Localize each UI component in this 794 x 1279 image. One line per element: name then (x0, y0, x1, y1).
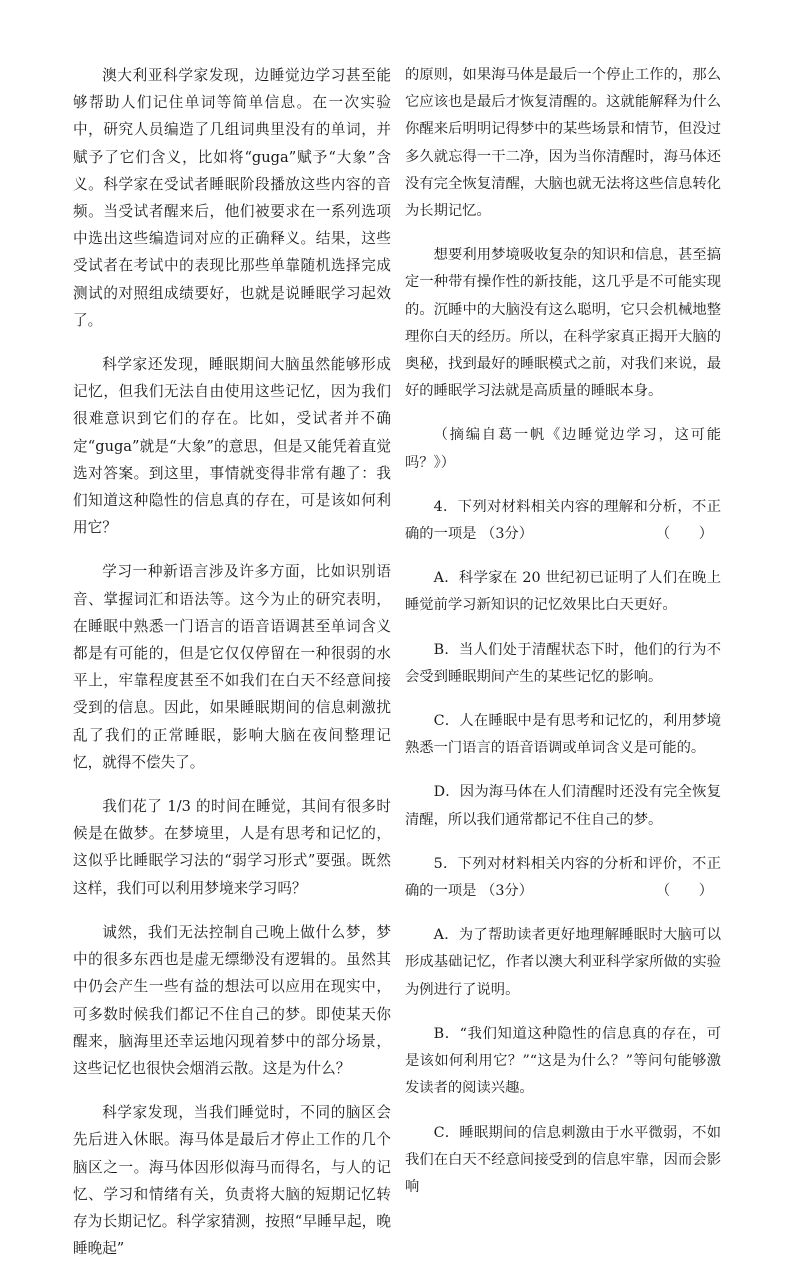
answer-blank: （ ） (655, 526, 713, 543)
right-column (405, 62, 721, 1218)
article-paragraph-7: 想要利用梦境吸收复杂的知识和信息，甚至搞定一种带有操作性的新技能，这几乎是不可能实现的。沉睡中的大脑没有这么聪明，它只会机械地整理你白天的经历。所以，在科学家真正揭开大脑的奥秘，找到最好的睡眠模式之前，对我们来说，最好的睡眠学习法就是高质量的睡眠本身。 (405, 247, 721, 400)
left-column (73, 62, 391, 1279)
option-c: C．睡眠期间的信息刺激由于水平微弱，不如我们在白天不经意间接受到的信息牢靠，因而会影响 (405, 1124, 721, 1195)
question-4-stem-text: 4．下列对材料相关内容的理解和分析，不正确的一项是 （3分） (405, 498, 721, 543)
article-paragraph-3: 学习一种新语言涉及许多方面，比如识别语音、掌握词汇和语法等。这今为止的研究表明，在睡眠中熟悉一门语言的语音语调甚至单词含义都是有可能的，但是它仅仅停留在一种很弱的水平上，牢靠程度甚至不如我们在白天不经意间接受到的信息。因此，如果睡眠期间的信息刺激扰乱了我们的正常睡眠，影响大脑在夜间整理记忆，就得不偿失了。 (73, 563, 391, 771)
option-b: B．“我们知道这种隐性的信息真的存在，可是该如何利用它？”“这是为什么？”等问句能够激发读者的阅读兴趣。 (405, 1025, 721, 1097)
option-b: B．当人们处于清醒状态下时，他们的行为不会受到睡眠期间产生的某些记忆的影响。 (405, 641, 721, 685)
article-paragraph-4: 我们花了 1/3 的时间在睡觉，其间有很多时候是在做梦。在梦境里，人是有思考和记忆的，这似乎比睡眠学习法的“弱学习形式”要强。既然这样，我们可以利用梦境来学习吗？ (73, 798, 391, 897)
option-a: A．为了帮助读者更好地理解睡眠时大脑可以形成基础记忆，作者以澳大利亚科学家所做的实验为例进行了说明。 (405, 927, 721, 998)
option-d: D．因为海马体在人们清醒时还没有完全恢复清醒，所以我们通常都记不住自己的梦。 (405, 784, 721, 828)
question-5-stem-text: 5．下列对材料相关内容的分析和评价，不正确的一项是 （3分） (405, 855, 721, 900)
source-citation: （摘编自葛一帆《边睡觉边学习，这可能吗？》） (405, 427, 721, 471)
question-5 (405, 851, 721, 1201)
question-4-stem (405, 494, 721, 548)
question-4 (405, 494, 721, 834)
option-c: C．人在睡眠中是有思考和记忆的，利用梦境熟悉一门语言的语音语调或单词含义是可能的。 (405, 713, 721, 757)
article-paragraph-5: 诚然，我们无法控制自己晚上做什么梦，梦中的很多东西也是虚无缥缈没有逻辑的。虽然其中仍会产生一些有益的想法可以应用在现实中，可多数时候我们都记不住自己的梦。即使某天你醒来，脑海里还幸运地闪现着梦中的部分场景，这些记忆也很快会烟消云散。这是为什么？ (73, 923, 391, 1077)
article-paragraph-2: 科学家还发现，睡眠期间大脑虽然能够形成记忆，但我们无法自由使用这些记忆，因为我们很难意识到它们的存在。比如，受试者并不确定“guga”就是“大象”的意思，但是又能凭着直觉选对答案。到这里，事情就变得非常有趣了：我们知道这种隐性的信息真的存在，可是该如何利用它？ (73, 356, 391, 537)
option-a: A．科学家在 20 世纪初已证明了人们在晚上睡觉前学习新知识的记忆效果比白天更好。 (405, 570, 721, 614)
article-paragraph-continuation: 的原则，如果海马体是最后一个停止工作的，那么它应该也是最后才恢复清醒的。这就能解释为什么你醒来后明明记得梦中的某些场景和情节，但没过多久就忘得一干二净，因为当你清醒时，海马体还没有完全恢复清醒，大脑也就无法将这些信息转化为长期记忆。 (405, 67, 721, 220)
question-5-stem (405, 851, 721, 905)
article-paragraph-6: 科学家发现，当我们睡觉时，不同的脑区会先后进入休眠。海马体是最后才停止工作的几个脑区之一。海马体因形似海马而得名，与人的记忆、学习和情绪有关，负责将大脑的短期记忆转存为长期记忆。科学家猜测，按照“早睡早起，晚睡晚起” (73, 1104, 391, 1258)
answer-blank: （ ） (655, 883, 713, 900)
article-paragraph-1: 澳大利亚科学家发现，边睡觉边学习甚至能够帮助人们记住单词等简单信息。在一次实验中，研究人员编造了几组词典里没有的单词，并赋予了它们含义，比如将“guga”赋予“大象”含义。科学家在受试者睡眠阶段播放这些内容的音频。当受试者醒来后，他们被要求在一系列选项中选出这些编造词对应的正确释义。结果，这些受试者在考试中的表现比那些单靠随机选择完成测试的对照组成绩要好，也就是说睡眠学习起效了。 (73, 67, 391, 329)
